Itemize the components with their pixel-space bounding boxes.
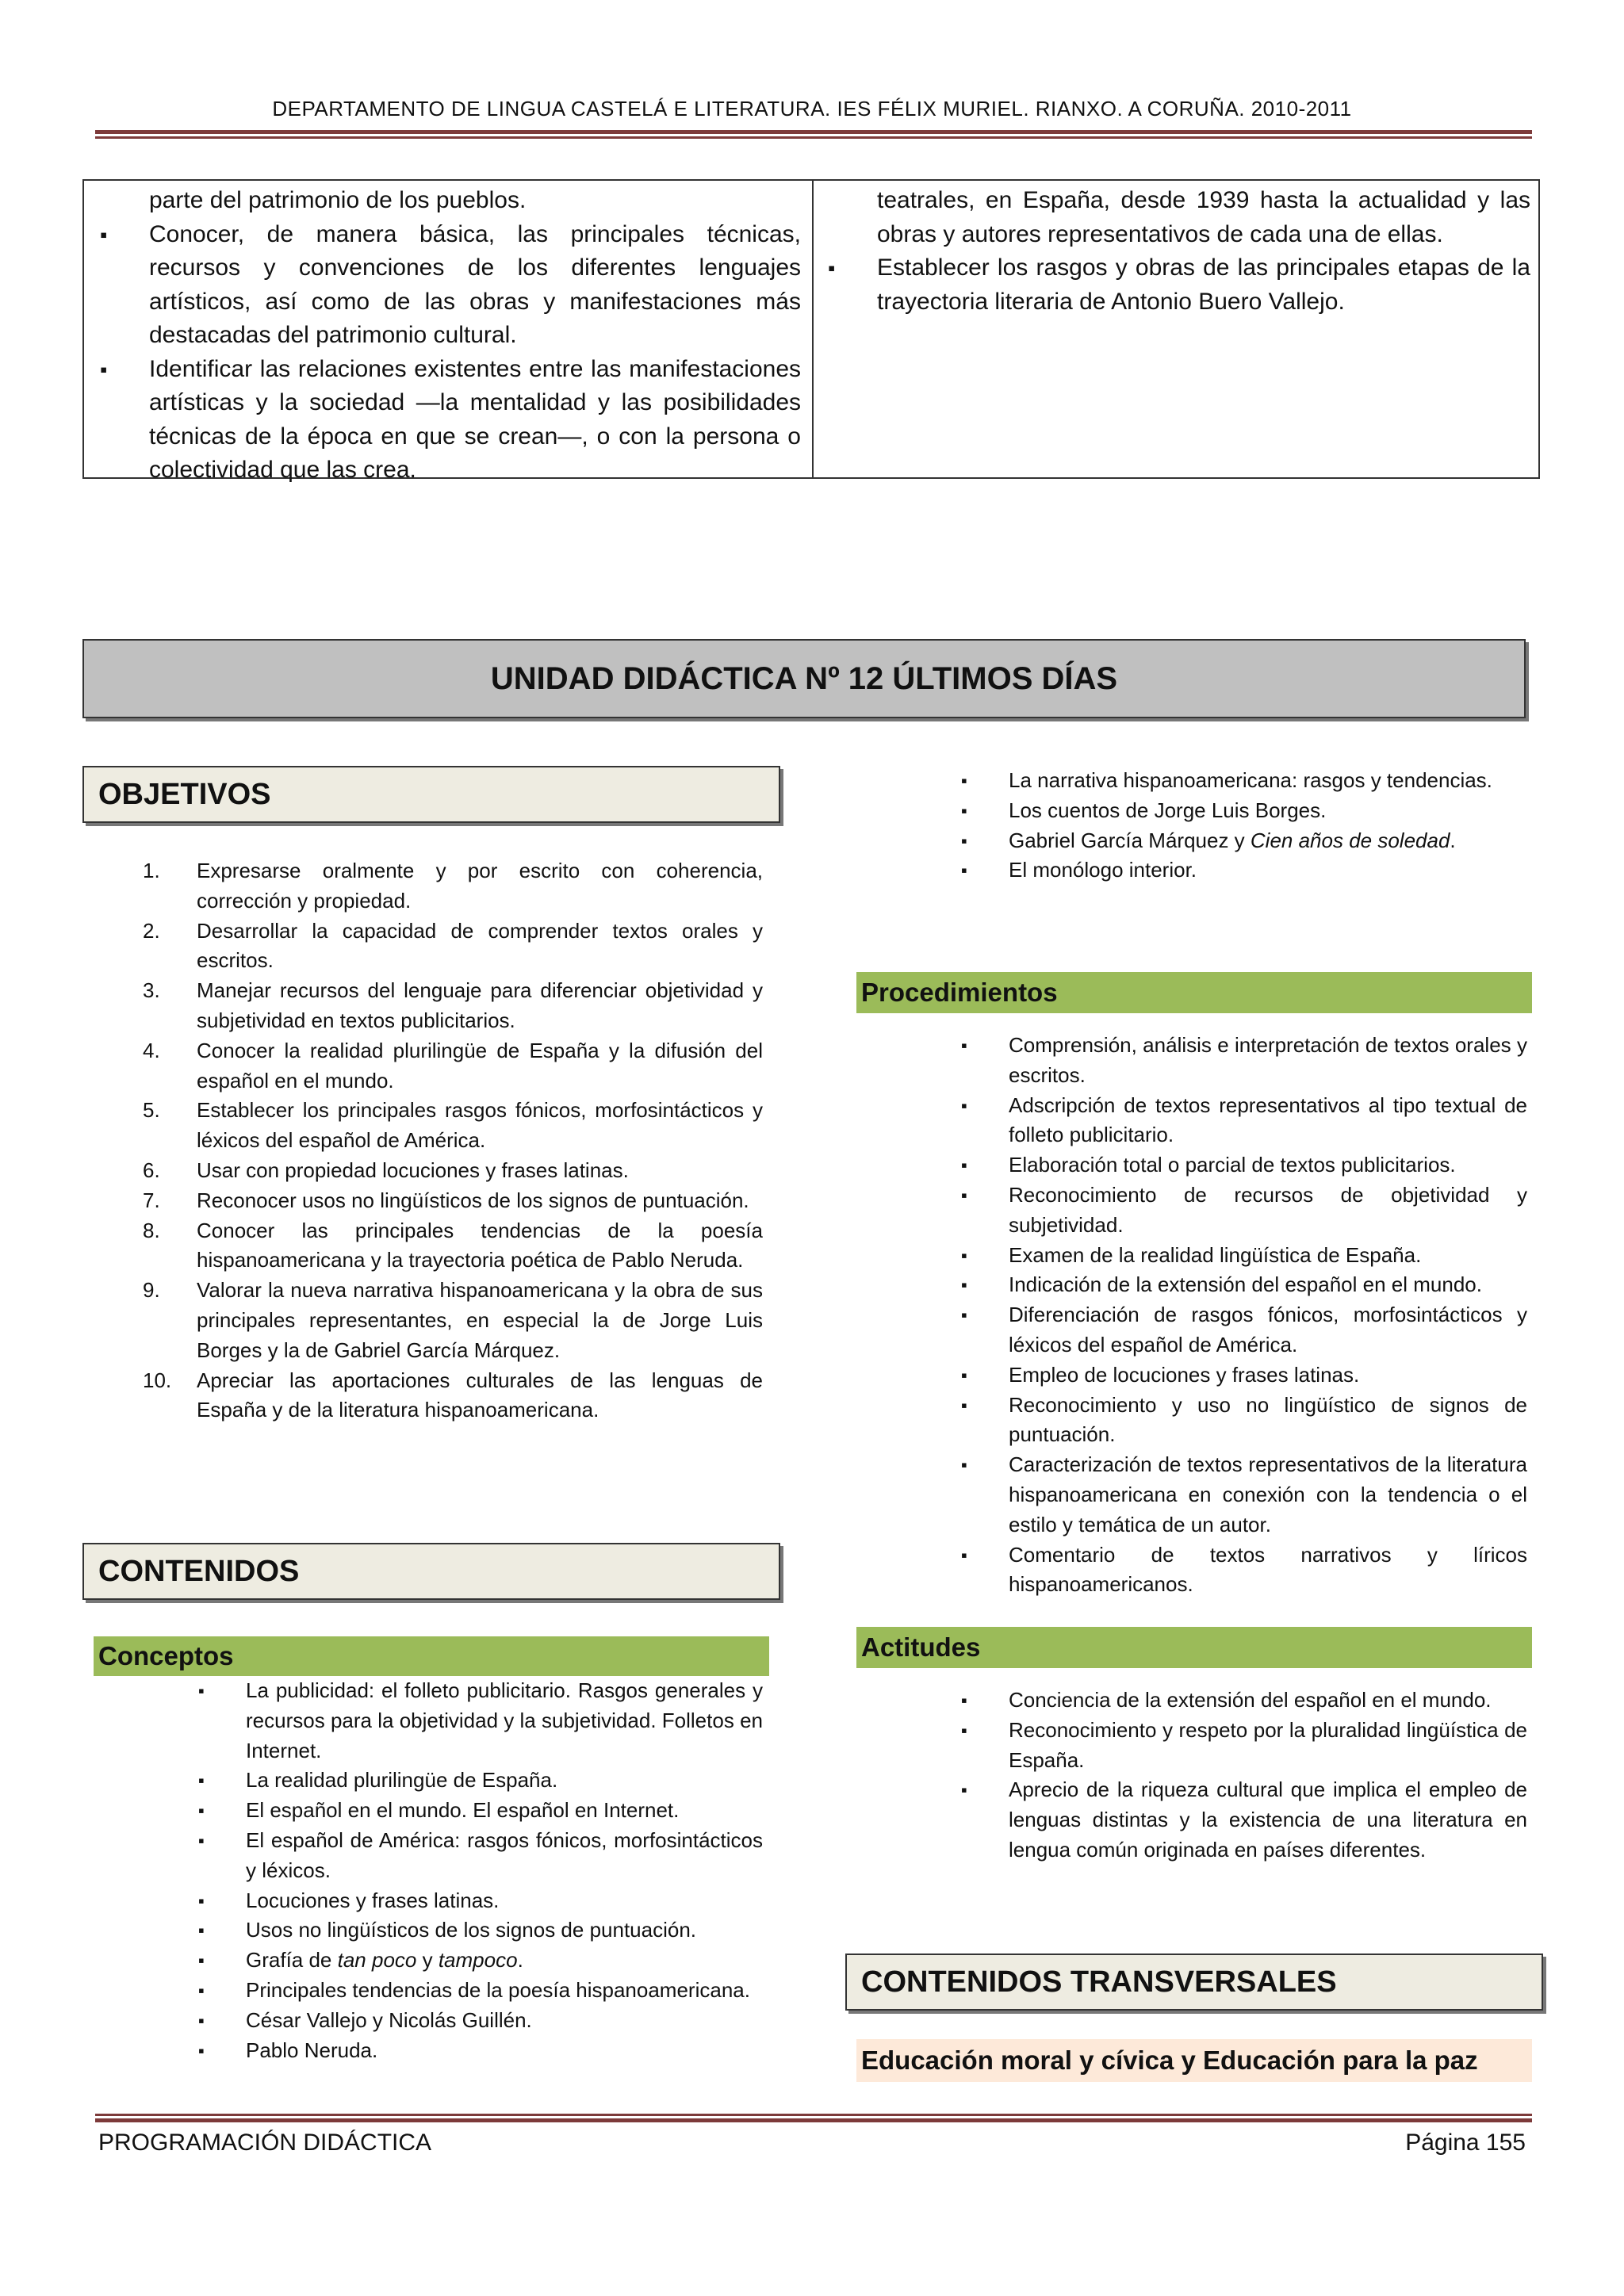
- list-item: ▪ Usos no lingüísticos de los signos de puntuación.: [246, 1915, 763, 1946]
- list-item: ▪ Identificar las relaciones existentes entre las manifestaciones artísticas y la sociedad —la mentalidad y las posibilidades técnicas de la época en que se crean—, o con la persona o colectividad que las crea.: [149, 353, 801, 488]
- list-item: 1. Expresarse oralmente y por escrito con coherencia, corrección y propiedad.: [143, 859, 763, 913]
- list-item: 2. Desarrollar la capacidad de comprender textos orales y escritos.: [143, 918, 763, 973]
- list-item: ▪ Grafía de tan poco y tampoco.: [246, 1946, 763, 1976]
- list-item: ▪ Caracterización de textos representativos de la literatura hispanoamericana en conexión con la tendencia o el estilo y temática de un autor.: [1009, 1450, 1527, 1540]
- list-item: ▪ Reconocimiento y uso no lingüístico de signos de puntuación.: [1009, 1391, 1527, 1451]
- transversales-heading: [845, 1954, 1543, 2011]
- procedimientos-list: [1009, 1031, 1527, 1600]
- list-item: ▪ Comentario de textos narrativos y líricos hispanoamericanos.: [1009, 1540, 1527, 1601]
- list-item: ▪ César Vallejo y Nicolás Guillén.: [246, 2006, 763, 2036]
- list-item: ▪ Reconocimiento y respeto por la pluralidad lingüística de España.: [1009, 1716, 1527, 1776]
- list-item: ▪ Diferenciación de rasgos fónicos, morfosintácticos y léxicos del español de América.: [1009, 1300, 1527, 1360]
- list-item: ▪ Establecer los rasgos y obras de las principales etapas de la trayectoria literaria de Antonio Buero Vallejo.: [877, 251, 1530, 319]
- page-number: Página 155: [1405, 2130, 1526, 2156]
- running-header: DEPARTAMENTO DE LINGUA CASTELÁ E LITERATURA. IES FÉLIX MURIEL. RIANXO. A CORUÑA. 2010-2011: [272, 97, 1352, 121]
- list-item: 10. Apreciar las aportaciones culturales de las lenguas de España y de la literatura hispanoamericana.: [143, 1368, 763, 1422]
- actitudes-heading: [856, 1627, 1532, 1668]
- list-item: ▪ Elaboración total o parcial de textos publicitarios.: [1009, 1150, 1527, 1181]
- procedimientos-heading: [856, 972, 1532, 1013]
- transversales-subheading: [856, 2039, 1532, 2082]
- header-rule: [95, 130, 1532, 134]
- list-item: 3. Manejar recursos del lenguaje para diferenciar objetividad y subjetividad en textos publicitarios.: [143, 978, 763, 1032]
- list-item: ▪ La publicidad: el folleto publicitario. Rasgos generales y recursos para la objetividad y la subjetividad. Folletos en Internet.: [246, 1676, 763, 1766]
- list-item: 6. Usar con propiedad locuciones y frases latinas.: [143, 1158, 629, 1182]
- actitudes-heading-text: Actitudes: [861, 1632, 981, 1662]
- conceptos-list-cont: [1009, 766, 1527, 886]
- list-item: 7. Reconocer usos no lingüísticos de los signos de puntuación.: [143, 1188, 749, 1212]
- continuation-table: [82, 179, 1540, 483]
- list-item: ▪ Pablo Neruda.: [246, 2036, 763, 2066]
- table-cell-right: [877, 184, 1530, 319]
- list-item: 8. Conocer las principales tendencias de la poesía hispanoamericana y la trayectoria poética de Pablo Neruda.: [143, 1218, 763, 1272]
- conceptos-list: [246, 1676, 763, 2065]
- objetivos-list: [143, 856, 763, 1425]
- list-item: ▪ Examen de la realidad lingüística de España.: [1009, 1241, 1527, 1271]
- list-item: 5. Establecer los principales rasgos fónicos, morfosintácticos y léxicos del español de América.: [143, 1098, 763, 1153]
- list-item: ▪ Conocer, de manera básica, las principales técnicas, recursos y convenciones de los diferentes lenguajes artísticos, así como de las obras y manifestaciones más destacadas del patrimonio cultural.: [149, 218, 801, 353]
- list-item: ▪ Comprensión, análisis e interpretación de textos orales y escritos.: [1009, 1031, 1527, 1091]
- list-item: ▪ El monólogo interior.: [1009, 855, 1527, 886]
- list-item: ▪ El español de América: rasgos fónicos, morfosintácticos y léxicos.: [246, 1826, 763, 1886]
- list-item: ▪ Conciencia de la extensión del español en el mundo.: [1009, 1686, 1527, 1716]
- footer-left: PROGRAMACIÓN DIDÁCTICA: [98, 2130, 432, 2156]
- table-cell-left: [149, 184, 801, 488]
- cont-line-left: parte del patrimonio de los pueblos.: [149, 187, 527, 213]
- list-item: ▪ El español en el mundo. El español en Internet.: [246, 1796, 763, 1826]
- list-item: ▪ La realidad plurilingüe de España.: [246, 1766, 763, 1796]
- list-item: 4. Conocer la realidad plurilingüe de España y la difusión del español en el mundo.: [143, 1038, 763, 1093]
- list-item: ▪ Adscripción de textos representativos al tipo textual de folleto publicitario.: [1009, 1091, 1527, 1151]
- list-item: ▪ Locuciones y frases latinas.: [246, 1886, 763, 1916]
- unit-title: UNIDAD DIDÁCTICA Nº 12 ÚLTIMOS DÍAS: [82, 639, 1526, 718]
- list-item: ▪ Indicación de la extensión del español en el mundo.: [1009, 1270, 1527, 1300]
- header-rule-thin: [95, 136, 1532, 139]
- objetivos-heading-text: OBJETIVOS: [98, 778, 271, 811]
- footer-rule: [95, 2118, 1532, 2122]
- list-item: ▪ Reconocimiento de recursos de objetividad y subjetividad.: [1009, 1181, 1527, 1241]
- cont-line-right: teatrales, en España, desde 1939 hasta la actualidad y las obras y autores representativos de cada una de ellas.: [877, 187, 1530, 247]
- list-item: ▪ Principales tendencias de la poesía hispanoamericana.: [246, 1976, 763, 2006]
- conceptos-heading: [94, 1636, 769, 1676]
- procedimientos-heading-text: Procedimientos: [861, 978, 1058, 1007]
- transversales-heading-text: CONTENIDOS TRANSVERSALES: [861, 1965, 1337, 1999]
- list-item: ▪ Aprecio de la riqueza cultural que implica el empleo de lenguas distintas y la existencia de una literatura en lengua común originada en países diferentes.: [1009, 1775, 1527, 1865]
- contenidos-heading-text: CONTENIDOS: [98, 1555, 300, 1588]
- transversales-subheading-text: Educación moral y cívica y Educación para la paz: [861, 2045, 1478, 2075]
- list-item: ▪ Los cuentos de Jorge Luis Borges.: [1009, 796, 1527, 826]
- list-item: ▪ Gabriel García Márquez y Cien años de soledad.: [1009, 826, 1527, 856]
- table-divider: [812, 181, 814, 477]
- list-item: 9. Valorar la nueva narrativa hispanoamericana y la obra de sus principales representantes, en especial la de Jorge Luis Borges y la de Gabriel García Márquez.: [143, 1278, 763, 1362]
- list-item: ▪ Empleo de locuciones y frases latinas.: [1009, 1360, 1527, 1391]
- list-item: ▪ La narrativa hispanoamericana: rasgos y tendencias.: [1009, 766, 1527, 796]
- actitudes-list: [1009, 1686, 1527, 1866]
- contenidos-heading: [82, 1543, 780, 1600]
- footer-rule-thin: [95, 2114, 1532, 2116]
- conceptos-heading-text: Conceptos: [98, 1641, 234, 1670]
- objetivos-heading: [82, 766, 780, 823]
